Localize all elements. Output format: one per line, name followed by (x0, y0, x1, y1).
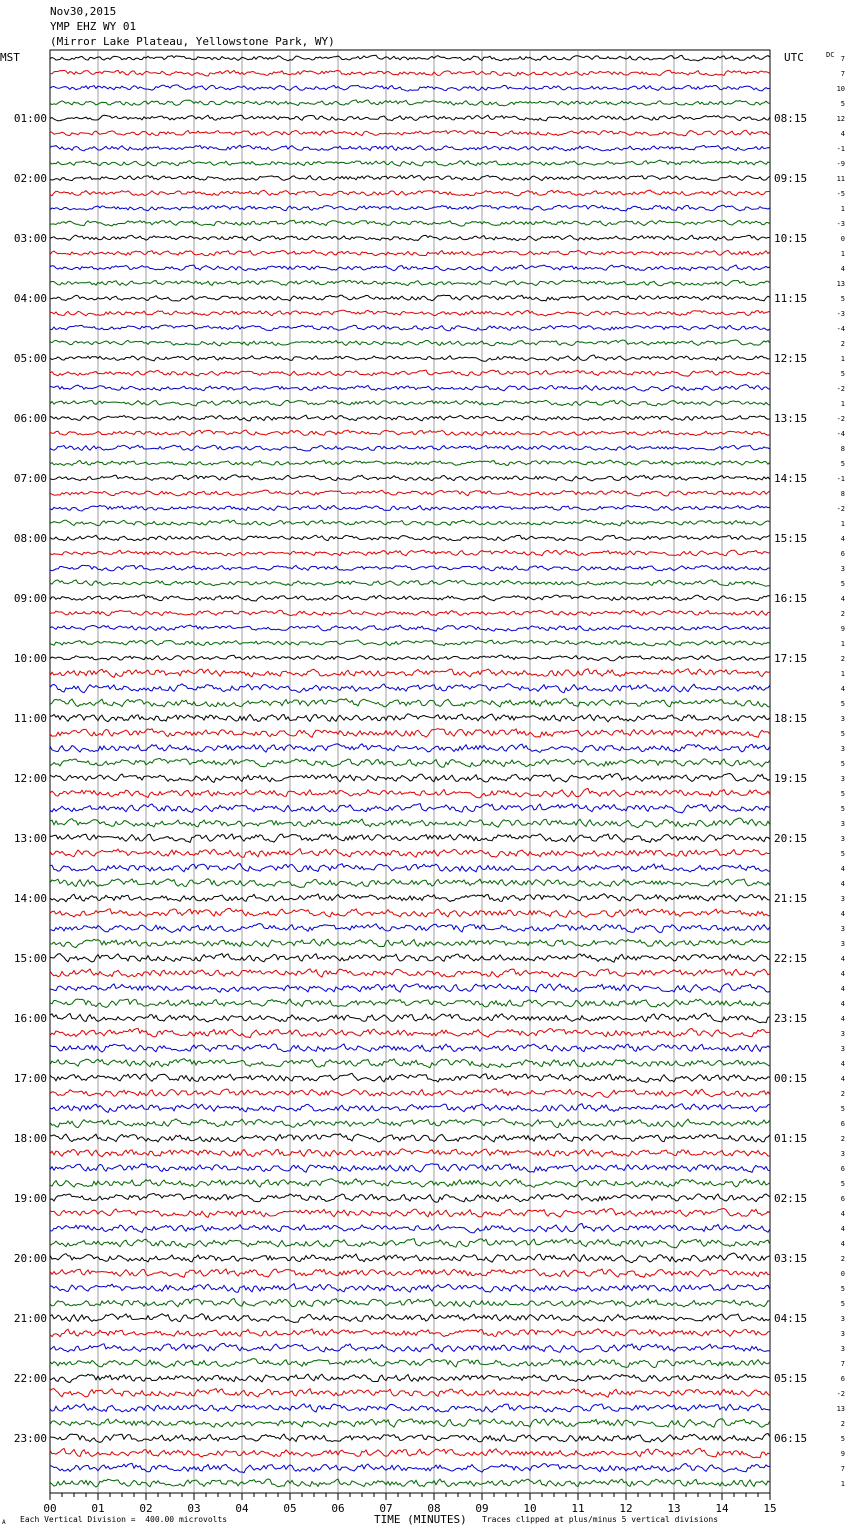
seismic-trace (50, 908, 770, 917)
seismic-trace (50, 325, 770, 331)
mst-hour-label: 16:00 (13, 1012, 47, 1025)
dc-offset-value: 2 (840, 610, 845, 618)
seismic-trace (50, 415, 770, 421)
dc-offset-value: 4 (840, 1015, 845, 1023)
utc-hour-label: 18:15 (774, 712, 808, 725)
seismic-trace (50, 1314, 770, 1323)
mst-hour-label: 14:00 (13, 892, 47, 905)
seismic-trace (50, 1164, 770, 1173)
mst-hour-label: 20:00 (13, 1252, 47, 1265)
seismic-trace (50, 1193, 770, 1202)
seismic-trace (50, 939, 770, 947)
seismic-trace (50, 490, 770, 496)
utc-hour-label: 16:15 (774, 592, 808, 605)
dc-offset-value: 4 (840, 985, 845, 993)
dc-offset-value: 5 (840, 1105, 845, 1113)
seismic-trace (50, 1179, 770, 1188)
seismic-trace (50, 1013, 770, 1023)
utc-hour-label: 21:15 (774, 892, 808, 905)
seismic-trace (50, 250, 770, 255)
dc-offset-value: -2 (836, 385, 845, 393)
seismic-trace (50, 1448, 770, 1458)
seismic-trace (50, 1209, 770, 1218)
dc-offset-value: 5 (840, 760, 845, 768)
dc-offset-value: 4 (840, 130, 845, 138)
dc-offset-value: 2 (840, 340, 845, 348)
seismic-trace (50, 1239, 770, 1248)
dc-offset-value: 4 (840, 1240, 845, 1248)
seismic-trace (50, 818, 770, 828)
dc-offset-value: 5 (840, 370, 845, 378)
dc-offset-value: 3 (840, 715, 845, 723)
seismic-trace (50, 190, 770, 196)
utc-hour-label: 14:15 (774, 472, 808, 485)
seismic-trace (50, 1104, 770, 1113)
seismic-trace (50, 1044, 770, 1052)
seismic-trace (50, 1089, 770, 1097)
dc-offset-value: 5 (840, 805, 845, 813)
dc-offset-value: 1 (840, 520, 845, 528)
dc-offset-value: 3 (840, 820, 845, 828)
utc-hour-label: 15:15 (774, 532, 808, 545)
dc-offset-value: 1 (840, 250, 845, 258)
mst-hour-label: 22:00 (13, 1372, 47, 1385)
seismic-trace (50, 460, 770, 465)
utc-hour-label: 01:15 (774, 1132, 808, 1145)
dc-offset-value: 6 (840, 1195, 845, 1203)
seismic-trace (50, 340, 770, 346)
dc-offset-value: 5 (840, 790, 845, 798)
seismic-trace (50, 595, 770, 601)
seismic-trace (50, 1404, 770, 1412)
dc-offset-value: 5 (840, 1435, 845, 1443)
mst-hour-label: 07:00 (13, 472, 47, 485)
dc-offset-value: 4 (840, 595, 845, 603)
dc-offset-value: 4 (840, 970, 845, 978)
mst-hour-label: 04:00 (13, 292, 47, 305)
utc-hour-label: 00:15 (774, 1072, 808, 1085)
dc-offset-value: -2 (836, 1390, 845, 1398)
dc-offset-value: 1 (840, 640, 845, 648)
seismic-trace (50, 655, 770, 661)
dc-offset-value: 5 (840, 460, 845, 468)
seismic-trace (50, 355, 770, 361)
x-tick-label: 00 (43, 1502, 57, 1515)
header-location: (Mirror Lake Plateau, Yellowstone Park, WY) (50, 35, 335, 48)
seismic-trace (50, 445, 770, 451)
utc-axis-label: UTC (784, 51, 804, 64)
x-tick-label: 05 (283, 1502, 297, 1515)
seismic-trace (50, 729, 770, 738)
dc-offset-value: 6 (840, 550, 845, 558)
dc-offset-value: 12 (836, 115, 845, 123)
seismic-trace (50, 984, 770, 993)
dc-offset-value: 3 (840, 835, 845, 843)
seismic-trace (50, 520, 770, 526)
utc-hour-label: 06:15 (774, 1432, 808, 1445)
utc-hour-label: 02:15 (774, 1192, 808, 1205)
header-date: Nov30,2015 (50, 5, 117, 18)
seismic-trace (50, 370, 770, 376)
seismic-trace (50, 85, 770, 91)
seismic-trace (50, 699, 770, 707)
seismic-trace (50, 1479, 770, 1487)
mst-hour-label: 11:00 (13, 712, 47, 725)
seismic-trace (50, 1284, 770, 1293)
seismic-trace (50, 1463, 770, 1472)
mst-axis-label: MST (0, 51, 20, 64)
mst-hour-label: 13:00 (13, 832, 47, 845)
dc-offset-value: 4 (840, 265, 845, 273)
seismic-trace (50, 175, 770, 180)
seismic-trace (50, 70, 770, 76)
dc-offset-value: 4 (840, 535, 845, 543)
seismic-trace (50, 145, 770, 151)
seismic-trace (50, 1253, 770, 1263)
mst-hour-label: 21:00 (13, 1312, 47, 1325)
seismic-trace (50, 954, 770, 963)
seismic-trace (50, 758, 770, 767)
dc-offset-value: 2 (840, 1420, 845, 1428)
dc-offset-value: 6 (840, 1165, 845, 1173)
seismic-trace (50, 160, 770, 166)
seismic-trace (50, 1374, 770, 1382)
seismic-trace (50, 295, 770, 301)
seismic-trace (50, 310, 770, 316)
seismic-trace (50, 864, 770, 873)
seismic-trace (50, 1149, 770, 1157)
x-tick-label: 01 (91, 1502, 105, 1515)
seismic-trace (50, 205, 770, 211)
dc-offset-value: 3 (840, 775, 845, 783)
dc-offset-value: 5 (840, 700, 845, 708)
mst-hour-label: 01:00 (13, 112, 47, 125)
x-tick-label: 12 (619, 1502, 633, 1515)
x-tick-label: 15 (763, 1502, 777, 1515)
dc-offset-value: 4 (840, 1210, 845, 1218)
seismic-traces (50, 55, 770, 1487)
utc-hour-label: 04:15 (774, 1312, 808, 1325)
seismic-trace (50, 684, 770, 693)
dc-offset-value: 3 (840, 895, 845, 903)
dc-offset-value: 3 (840, 1315, 845, 1323)
x-tick-label: 13 (667, 1502, 681, 1515)
dc-offset-value: 5 (840, 1180, 845, 1188)
seismic-trace (50, 1028, 770, 1037)
dc-offset-value: 1 (840, 400, 845, 408)
seismic-trace (50, 1299, 770, 1308)
seismic-trace (50, 580, 770, 586)
dc-offset-value: 7 (840, 1465, 845, 1473)
dc-offset-value: 11 (836, 175, 845, 183)
seismic-trace (50, 115, 770, 121)
seismic-trace (50, 505, 770, 511)
dc-offset-value: 1 (840, 355, 845, 363)
dc-offset-value: 3 (840, 1045, 845, 1053)
x-tick-label: 14 (715, 1502, 729, 1515)
mst-hour-label: 10:00 (13, 652, 47, 665)
dc-offset-value: -3 (836, 220, 845, 228)
utc-hour-label: 05:15 (774, 1372, 808, 1385)
dc-offset-value: -5 (836, 190, 845, 198)
seismic-trace (50, 894, 770, 902)
dc-offset-value: 2 (840, 1255, 845, 1263)
dc-offset-value: 7 (840, 55, 845, 63)
clip-note: Traces clipped at plus/minus 5 vertical divisions (482, 1515, 719, 1524)
corner-mark: A (2, 1519, 6, 1526)
dc-offset-value: 5 (840, 730, 845, 738)
dc-offset-value: 1 (840, 205, 845, 213)
seismic-trace (50, 969, 770, 977)
dc-offset-value: -1 (836, 475, 845, 483)
seismic-trace (50, 789, 770, 798)
dc-offset-value: 3 (840, 1150, 845, 1158)
utc-hour-labels (774, 112, 807, 1445)
seismic-trace (50, 1073, 770, 1082)
dc-offset-value: 3 (840, 1345, 845, 1353)
dc-offset-value: 3 (840, 1330, 845, 1338)
seismic-trace (50, 235, 770, 241)
x-tick-label: 11 (571, 1502, 585, 1515)
seismic-trace (50, 1224, 770, 1233)
dc-offset-value: 4 (840, 910, 845, 918)
seismic-trace (50, 744, 770, 753)
dc-offset-value: -4 (836, 325, 845, 333)
x-axis-title: TIME (MINUTES) (374, 1513, 467, 1526)
dc-offset-value: 4 (840, 955, 845, 963)
utc-hour-label: 23:15 (774, 1012, 808, 1025)
seismic-trace (50, 55, 770, 61)
seismic-trace (50, 1269, 770, 1278)
seismic-trace (50, 1434, 770, 1443)
dc-offset-value: 7 (840, 1360, 845, 1368)
dc-offset-value: 4 (840, 880, 845, 888)
seismic-trace (50, 1059, 770, 1068)
dc-offset-value: 0 (840, 235, 845, 243)
seismic-trace (50, 849, 770, 858)
mst-hour-labels (14, 112, 47, 1445)
dc-offset-value: 5 (840, 850, 845, 858)
seismic-trace (50, 1343, 770, 1352)
utc-hour-label: 03:15 (774, 1252, 808, 1265)
seismic-trace (50, 265, 770, 271)
seismic-trace (50, 535, 770, 541)
dc-offset-value: 2 (840, 1135, 845, 1143)
dc-offset-value: 8 (840, 490, 845, 498)
dc-offset-value: 10 (836, 85, 845, 93)
dc-offset-value: 4 (840, 1060, 845, 1068)
mst-hour-label: 05:00 (13, 352, 47, 365)
seismic-trace (50, 669, 770, 678)
mst-hour-label: 12:00 (13, 772, 47, 785)
dc-offset-value: 4 (840, 685, 845, 693)
dc-offset-value: 5 (840, 100, 845, 108)
seismic-trace (50, 550, 770, 556)
x-tick-label: 03 (187, 1502, 201, 1515)
seismic-trace (50, 220, 770, 226)
utc-hour-label: 10:15 (774, 232, 808, 245)
x-tick-label: 10 (523, 1502, 537, 1515)
x-tick-label: 04 (235, 1502, 249, 1515)
dc-offset-value: 2 (840, 1090, 845, 1098)
dc-offset-value: 4 (840, 1000, 845, 1008)
seismic-trace (50, 834, 770, 843)
dc-offset-value: 7 (840, 70, 845, 78)
dc-offset-value: 8 (840, 445, 845, 453)
dc-offset-value: 9 (840, 1450, 845, 1458)
utc-hour-label: 20:15 (774, 832, 808, 845)
dc-offset-value: 3 (840, 1030, 845, 1038)
header-station: YMP EHZ WY 01 (50, 20, 137, 33)
seismic-trace (50, 385, 770, 391)
seismic-trace (50, 430, 770, 436)
seismic-trace (50, 714, 770, 722)
seismic-trace (50, 130, 770, 136)
seismic-trace (50, 1389, 770, 1398)
scale-note: Each Vertical Division = 400.00 microvolts (20, 1515, 228, 1524)
mst-hour-label: 09:00 (13, 592, 47, 605)
utc-hour-label: 08:15 (774, 112, 808, 125)
seismic-trace (50, 1134, 770, 1142)
seismic-trace (50, 625, 770, 631)
mst-hour-label: 03:00 (13, 232, 47, 245)
mst-hour-label: 19:00 (13, 1192, 47, 1205)
utc-hour-label: 13:15 (774, 412, 808, 425)
mst-hour-label: 15:00 (13, 952, 47, 965)
seismic-trace (50, 100, 770, 106)
dc-offset-value: -1 (836, 145, 845, 153)
dc-offset-value: 13 (836, 1405, 845, 1413)
dc-offset-value: 5 (840, 1285, 845, 1293)
mst-hour-label: 18:00 (13, 1132, 47, 1145)
seismic-trace (50, 640, 770, 646)
dc-offset-value: 5 (840, 1300, 845, 1308)
x-tick-label: 07 (379, 1502, 393, 1515)
dc-offset-value: -9 (836, 160, 845, 168)
dc-offset-value: -2 (836, 505, 845, 513)
seismic-trace (50, 1359, 770, 1368)
dc-offset-value: 3 (840, 925, 845, 933)
x-tick-label: 06 (331, 1502, 345, 1515)
dc-offset-value: 0 (840, 1270, 845, 1278)
seismic-trace (50, 1329, 770, 1337)
utc-hour-label: 22:15 (774, 952, 808, 965)
mst-hour-label: 23:00 (13, 1432, 47, 1445)
seismic-trace (50, 610, 770, 616)
seismic-trace (50, 1119, 770, 1128)
seismic-trace (50, 565, 770, 571)
dc-offset-value: 6 (840, 1120, 845, 1128)
utc-hour-label: 17:15 (774, 652, 808, 665)
seismic-trace (50, 400, 770, 406)
seismic-trace (50, 999, 770, 1007)
seismic-trace (50, 1419, 770, 1428)
mst-hour-label: 02:00 (13, 172, 47, 185)
time-axis (43, 1493, 776, 1515)
dc-offset-value: 9 (840, 625, 845, 633)
dc-offset-value: 4 (840, 1075, 845, 1083)
dc-offset-value: 5 (840, 580, 845, 588)
dc-offset-value: -4 (836, 430, 845, 438)
utc-hour-label: 19:15 (774, 772, 808, 785)
dc-axis-label: DC (826, 51, 835, 59)
mst-hour-label: 17:00 (13, 1072, 47, 1085)
utc-hour-label: 11:15 (774, 292, 808, 305)
dc-offset-value: -3 (836, 310, 845, 318)
x-tick-label: 09 (475, 1502, 489, 1515)
dc-offset-labels (837, 55, 845, 1488)
seismic-trace (50, 280, 770, 285)
seismic-trace (50, 804, 770, 813)
utc-hour-label: 12:15 (774, 352, 808, 365)
dc-offset-value: 4 (840, 865, 845, 873)
dc-offset-value: 3 (840, 940, 845, 948)
seismic-trace (50, 774, 770, 783)
seismic-trace (50, 475, 770, 481)
x-tick-label: 08 (427, 1502, 441, 1515)
dc-offset-value: 5 (840, 295, 845, 303)
dc-offset-value: 1 (840, 670, 845, 678)
mst-hour-label: 06:00 (13, 412, 47, 425)
seismic-trace (50, 879, 770, 888)
seismic-trace (50, 924, 770, 933)
utc-hour-label: 09:15 (774, 172, 808, 185)
dc-offset-value: 3 (840, 565, 845, 573)
dc-offset-value: 2 (840, 655, 845, 663)
dc-offset-value: 13 (836, 280, 845, 288)
dc-offset-value: -2 (836, 415, 845, 423)
dc-offset-value: 3 (840, 745, 845, 753)
dc-offset-value: 1 (840, 1480, 845, 1488)
mst-hour-label: 08:00 (13, 532, 47, 545)
dc-offset-value: 6 (840, 1375, 845, 1383)
x-tick-label: 02 (139, 1502, 153, 1515)
dc-offset-value: 4 (840, 1225, 845, 1233)
